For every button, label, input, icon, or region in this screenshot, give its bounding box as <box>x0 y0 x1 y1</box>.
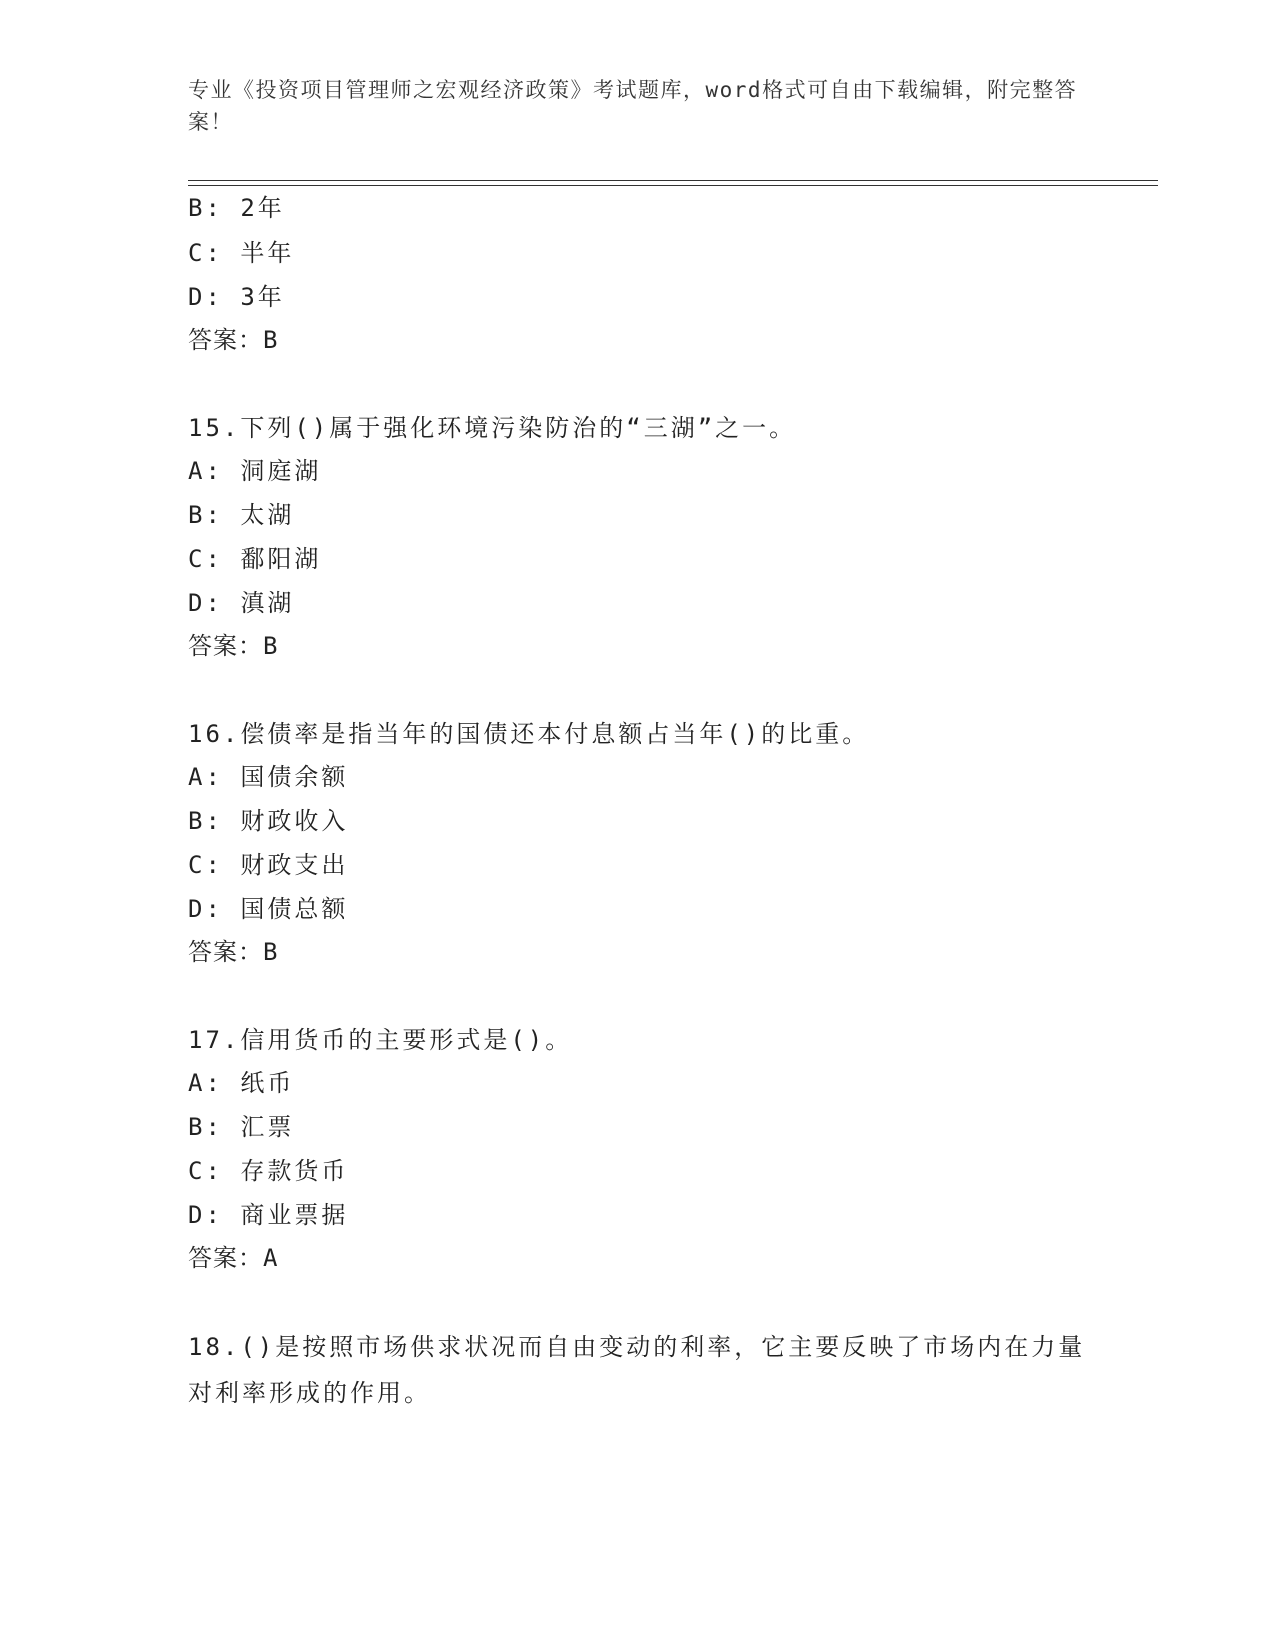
q15-question: 15.下列()属于强化环境污染防治的“三湖”之一。 <box>188 414 797 442</box>
q17-option-b: B: 汇票 <box>188 1113 295 1141</box>
q16-answer: 答案：B <box>188 938 279 966</box>
q14-answer: 答案：B <box>188 326 279 354</box>
q17-answer: 答案：A <box>188 1244 279 1272</box>
q15-option-a: A: 洞庭湖 <box>188 457 322 485</box>
q17-option-c: C: 存款货币 <box>188 1157 349 1185</box>
q16-option-c: C: 财政支出 <box>188 851 349 879</box>
document-header: 专业《投资项目管理师之宏观经济政策》考试题库，word格式可自由下载编辑，附完整答案！ <box>188 78 1078 134</box>
q16-question: 16.偿债率是指当年的国债还本付息额占当年()的比重。 <box>188 720 870 748</box>
q17-option-a: A: 纸币 <box>188 1069 295 1097</box>
q17-question: 17.信用货币的主要形式是()。 <box>188 1026 573 1054</box>
q14-option-d: D: 3年 <box>188 283 285 311</box>
q16-option-b: B: 财政收入 <box>188 807 349 835</box>
q16-option-a: A: 国债余额 <box>188 763 349 791</box>
q18-question: 18.()是按照市场供求状况而自由变动的利率，它主要反映了市场内在力量对利率形成的作用。 <box>188 1333 1086 1407</box>
q15-option-b: B: 太湖 <box>188 501 295 529</box>
q15-answer: 答案：B <box>188 632 279 660</box>
q15-option-d: D: 滇湖 <box>188 589 295 617</box>
header-divider <box>188 180 1158 186</box>
q16-option-d: D: 国债总额 <box>188 895 349 923</box>
q15-option-c: C: 鄱阳湖 <box>188 545 322 573</box>
q17-option-d: D: 商业票据 <box>188 1201 349 1229</box>
q14-option-b: B: 2年 <box>188 194 285 222</box>
q14-option-c: C: 半年 <box>188 239 295 267</box>
